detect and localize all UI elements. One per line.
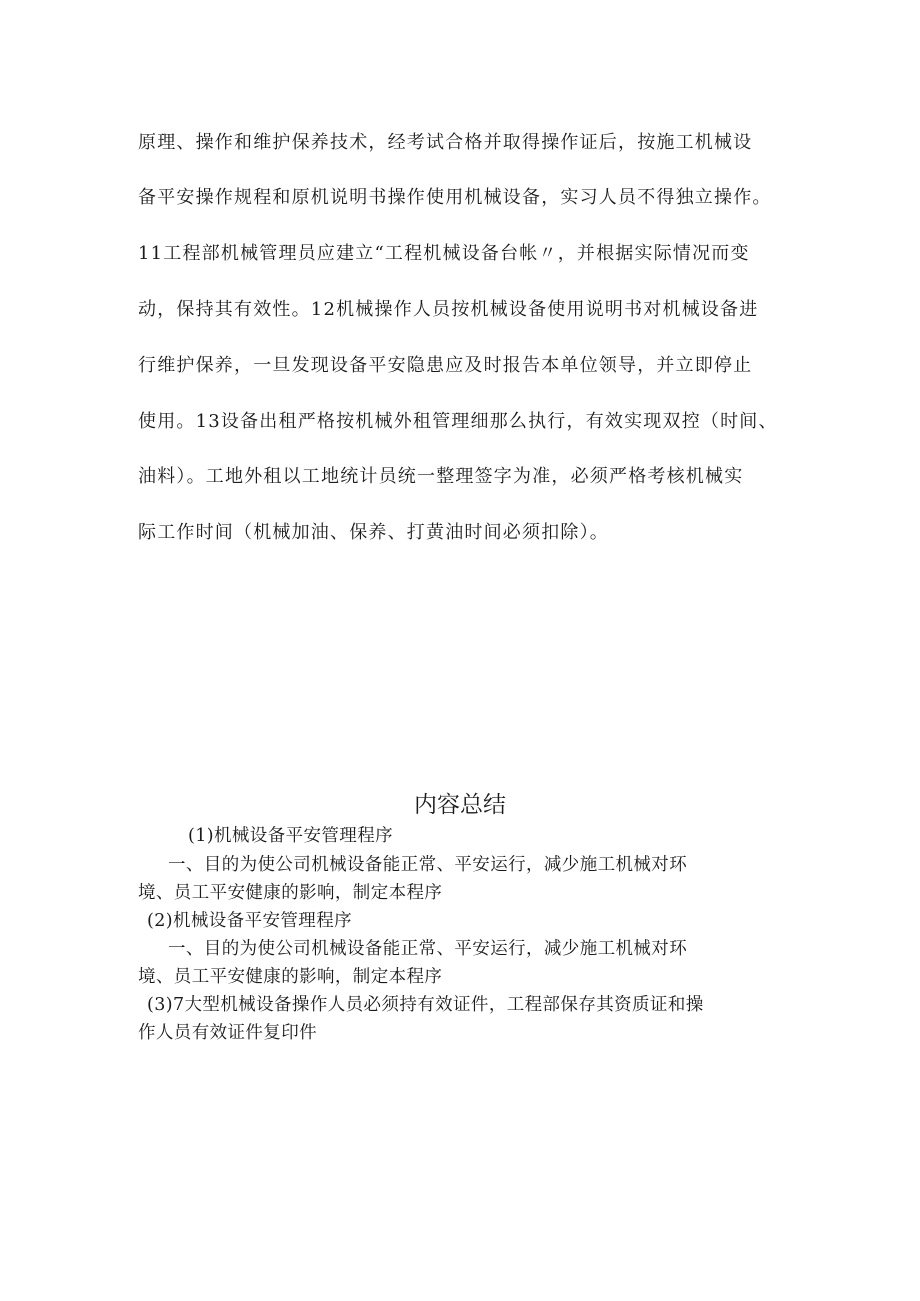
body-line-5: 行维护保养，一旦发现设备平安隐患应及时报告本单位领导，并立即停止 — [138, 355, 753, 376]
summary-item-2-heading: (2)机械设备平安管理程序 — [147, 911, 352, 931]
body-line-3: 11工程部机械管理员应建立“工程机械设备台帐〃，并根据实际情况而变 — [138, 243, 750, 264]
body-line-7: 油料）。工地外租以工地统计员统一整理签字为准，必须严格考核机械实 — [138, 466, 744, 487]
summary-item-3-text-line-2: 作人员有效证件复印件 — [138, 1023, 317, 1043]
summary-item-2-text-line-1: 一、目的为使公司机械设备能正常、平安运行，减少施工机械对环 — [168, 939, 688, 959]
summary-item-1-heading: (1)机械设备平安管理程序 — [188, 826, 393, 846]
summary-item-1-text-line-2: 境、员工平安健康的影响，制定本程序 — [138, 883, 443, 903]
summary-item-2-text-line-2: 境、员工平安健康的影响，制定本程序 — [138, 967, 443, 987]
body-line-1: 原理、操作和维护保养技术，经考试合格并取得操作证后，按施工机械设 — [138, 132, 753, 153]
body-line-8: 际工作时间（机械加油、保养、打黄油时间必须扣除）。 — [138, 522, 609, 543]
body-line-6: 使用。13设备出租严格按机械外租管理细那么执行，有效实现双控（时间、 — [138, 411, 778, 432]
summary-item-1-text-line-1: 一、目的为使公司机械设备能正常、平安运行，减少施工机械对环 — [168, 855, 688, 875]
body-line-2: 备平安操作规程和原机说明书操作使用机械设备，实习人员不得独立操作。 — [138, 187, 772, 208]
body-line-4: 动，保持其有效性。12机械操作人员按机械设备使用说明书对机械设备进 — [138, 299, 759, 320]
summary-item-3-text-line-1: (3)7大型机械设备操作人员必须持有效证件，工程部保存其资质证和操 — [147, 995, 704, 1015]
summary-title: 内容总结 — [414, 792, 506, 818]
